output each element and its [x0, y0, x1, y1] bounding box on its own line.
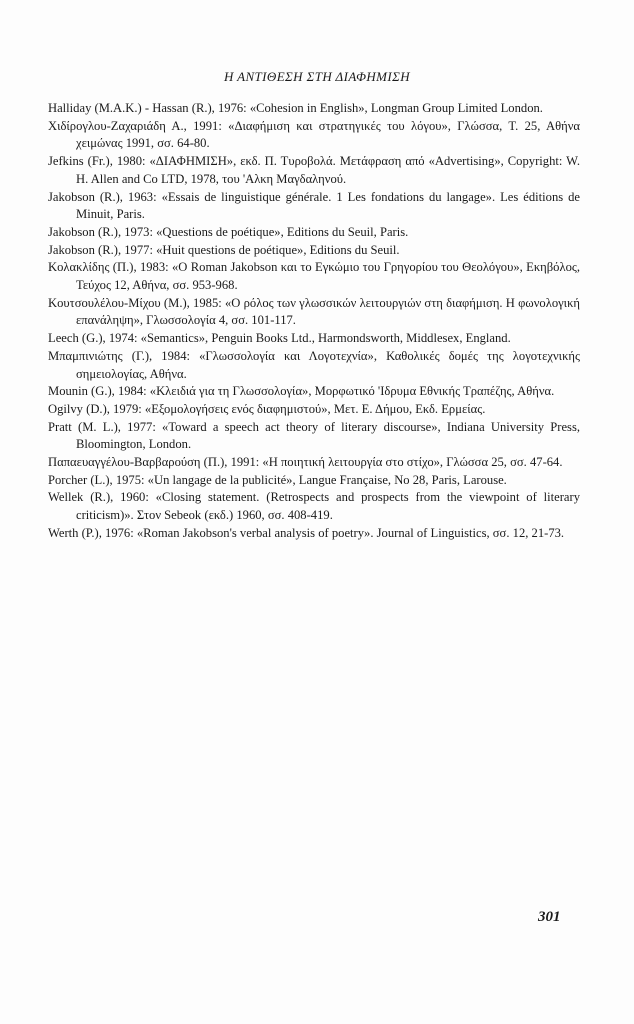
bibliography-entry: Porcher (L.), 1975: «Un langage de la publicité», Langue Française, No 28, Paris, Larouse. — [48, 472, 507, 487]
bibliography-entry: Jakobson (R.), 1977: «Huit questions de poétique», Editions du Seuil. — [48, 242, 400, 257]
bibliography-entry: Χιδίρογλου-Ζαχαριάδη Α., 1991: «Διαφήμιση και στρατηγικές του λόγου», Γλώσσα, Τ. 25, Αθήνα χειμώνας 1991, σσ. 64-80. — [48, 118, 580, 151]
running-head: Η ΑΝΤΙΘΕΣΗ ΣΤΗ ΔΙΑΦΗΜΙΣΗ — [223, 69, 411, 84]
bibliography-entry: Jakobson (R.), 1973: «Questions de poétique», Editions du Seuil, Paris. — [48, 224, 409, 239]
bibliography-entry: Leech (G.), 1974: «Semantics», Penguin Books Ltd., Harmondsworth, Middlesex, England. — [48, 331, 511, 346]
bibliography-entry: Μπαμπινιώτης (Γ.), 1984: «Γλωσσολογία και Λογοτεχνία», Καθολικές δομές της λογοτεχνικής σημειολογίας, Αθήνα. — [48, 348, 580, 381]
bibliography-entry: Jefkins (Fr.), 1980: «ΔΙΑΦΗΜΙΣΗ», εκδ. Π. Τυροβολά. Μετάφραση από «Advertising», Copyright: W. H. Allen and Co LTD, 1978, του 'Αλκη Μαγδαληνού. — [48, 154, 580, 186]
bibliography-entry: Jakobson (R.), 1963: «Essais de linguistique générale. 1 Les fondations du langage». Les éditions de Minuit, Paris. — [48, 189, 580, 222]
bibliography-entry: Κουτσουλέλου-Μίχου (Μ.), 1985: «Ο ρόλος των γλωσσικών λειτουργιών στη διαφήμιση. Η φωνολογική επανάληψη», Γλωσσολογία 4, σσ. 101-117. — [48, 295, 580, 328]
bibliography-entry: Wellek (R.), 1960: «Closing statement. (Retrospects and prospects from the viewpoint of literary criticism)». Στον Sebeok (εκδ.) 1960, σσ. 408-419. — [48, 490, 580, 523]
page-number: 301 — [538, 909, 561, 925]
bibliography-entry: Halliday (M.A.K.) - Hassan (R.), 1976: «Cohesion in English», Longman Group Limited London. — [48, 101, 543, 115]
bibliography-entry: Ogilvy (D.), 1979: «Εξομολογήσεις ενός διαφημιστού», Μετ. Ε. Δήμου, Εκδ. Ερμείας. — [48, 401, 486, 416]
bibliography-list — [48, 100, 580, 543]
bibliography-entry: Παπαευαγγέλου-Βαρβαρούση (Π.), 1991: «Η ποιητική λειτουργία στο στίχο», Γλώσσα 25, σσ. 47-64. — [48, 455, 563, 470]
bibliography-entry: Κολακλίδης (Π.), 1983: «Ο Roman Jakobson και το Εγκώμιο του Γρηγορίου του Θεολόγου», Εκηβόλος, Τεύχος 12, Αθήνα, σσ. 953-968. — [48, 260, 580, 293]
bibliography-entry: Werth (P.), 1976: «Roman Jakobson's verbal analysis of poetry». Journal of Linguistics, σσ. 12, 21-73. — [48, 525, 565, 540]
bibliography-entry: Mounin (G.), 1984: «Κλειδιά για τη Γλωσσολογία», Μορφωτικό 'Ιδρυμα Εθνικής Τραπέζης, Αθήνα. — [48, 384, 555, 399]
bibliography-entry: Pratt (M. L.), 1977: «Toward a speech act theory of literary discourse», Indiana University Press, Bloomington, London. — [48, 419, 580, 452]
